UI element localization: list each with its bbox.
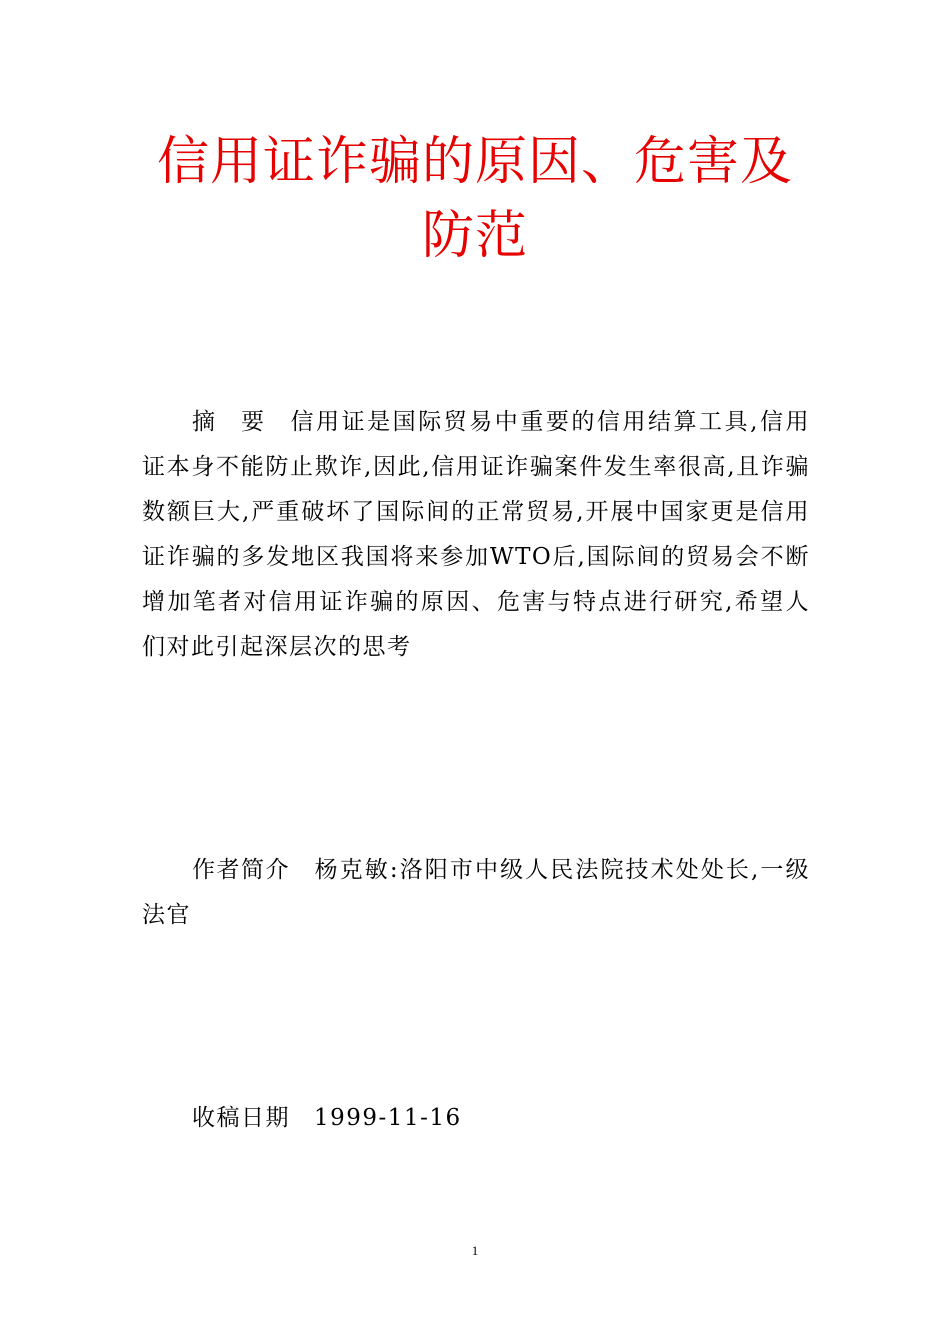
- author-label: 作者简介: [192, 857, 290, 883]
- author-text: 杨克敏:洛阳市中级人民法院技术处处长,一级法官: [142, 857, 810, 928]
- abstract-text: 信用证是国际贸易中重要的信用结算工具,信用证本身不能防止欺诈,因此,信用证诈骗案件发生率很高,且诈骗数额巨大,严重破坏了国际间的正常贸易,开展中国家更是信用证诈骗的多发地区我国将来参加WTO后,国际间的贸易会不断增加笔者对信用证诈骗的原因、危害与特点进行研究,希望人们对此引起深层次的思考: [142, 409, 810, 660]
- abstract-paragraph: [142, 400, 810, 670]
- document-title: 信用证诈骗的原因、危害及防范: [156, 132, 793, 266]
- received-date: 1999-11-16: [314, 1105, 462, 1131]
- received-paragraph: [142, 1096, 810, 1141]
- received-label: 收稿日期: [192, 1105, 290, 1131]
- page-number: 1: [471, 1243, 479, 1258]
- abstract-label: 摘 要: [192, 409, 266, 435]
- author-paragraph: [142, 848, 810, 938]
